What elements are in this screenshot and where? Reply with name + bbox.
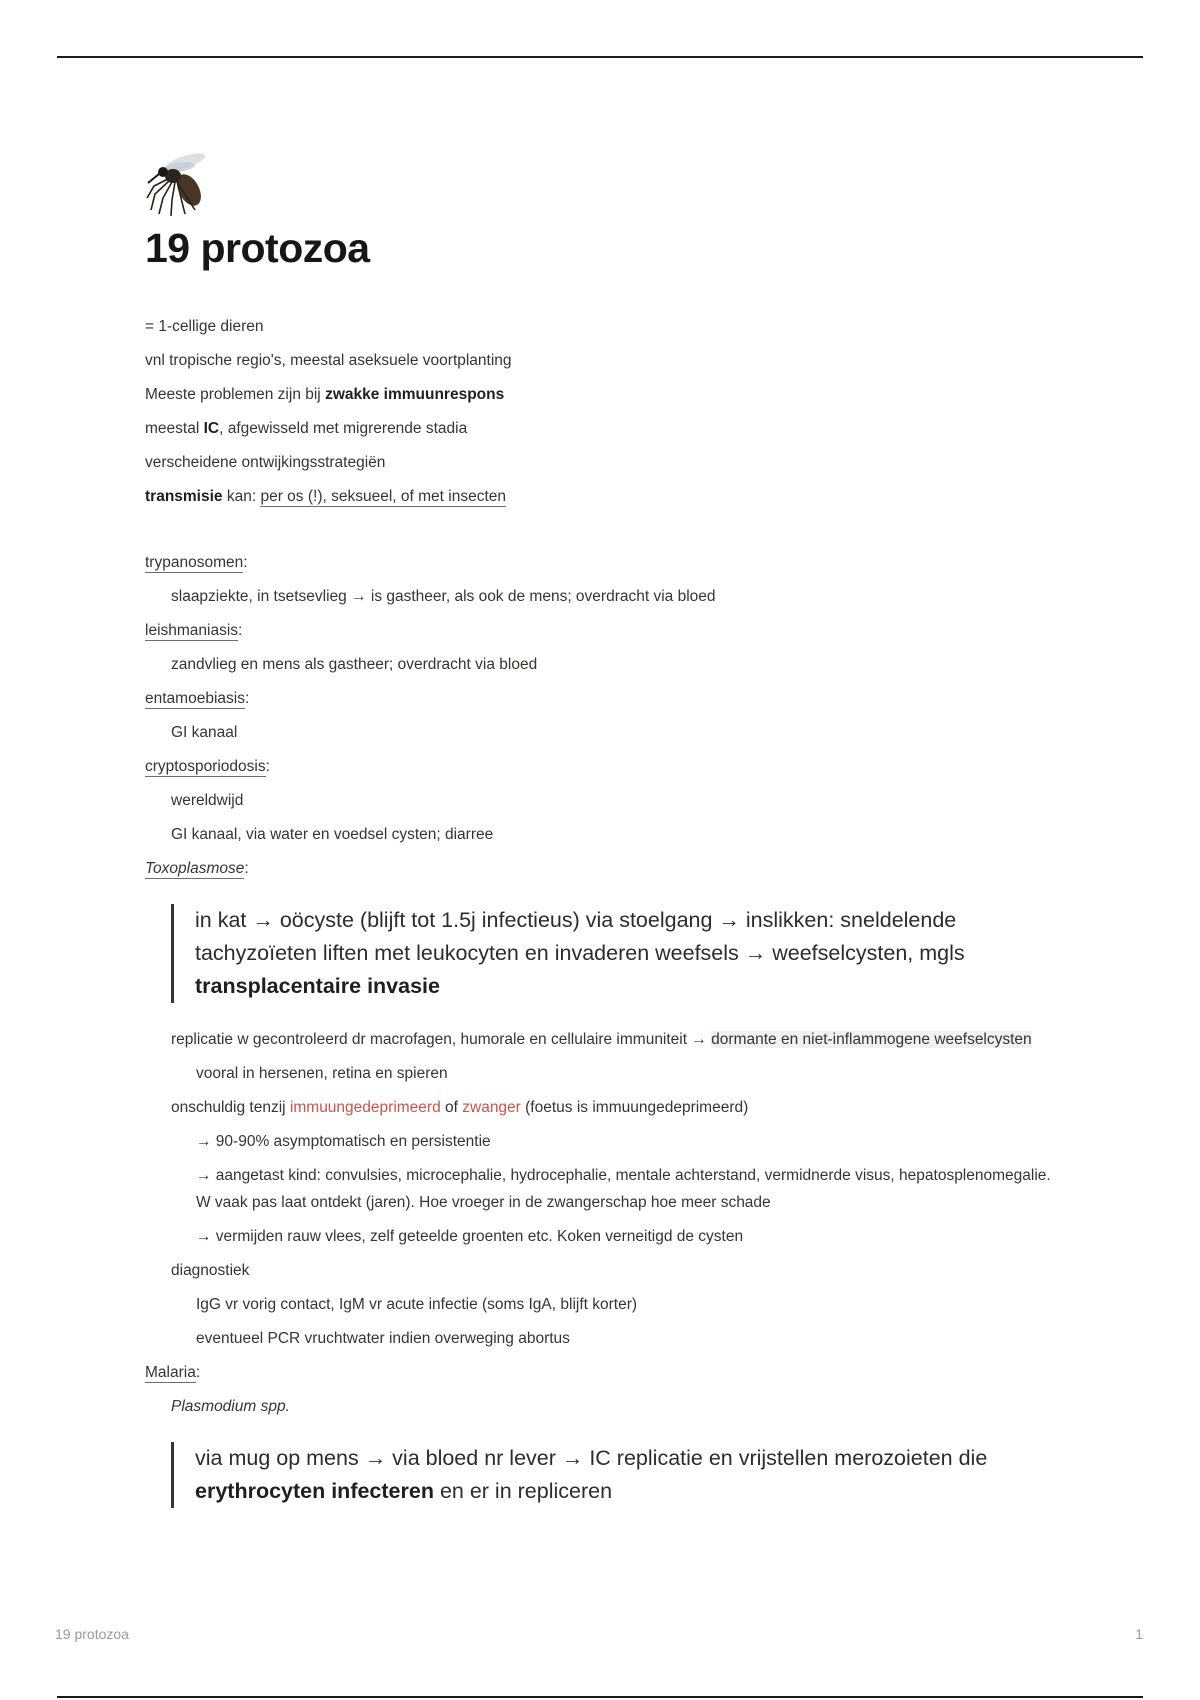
leishmaniasis-text: zandvlieg en mens als gastheer; overdracht via bloed [171, 656, 538, 673]
toxo-locations: vooral in hersenen, retina en spieren [196, 1065, 448, 1082]
toxo-sub-item: → 90-90% asymptomatisch en persistentie [196, 1133, 491, 1150]
transmission-routes: per os (!), seksueel, of met insecten [260, 488, 506, 505]
highlight-text: dormante en niet-inflammogene weefselcysten [711, 1031, 1032, 1048]
heading-trypanosomen: trypanosomen: [145, 554, 248, 571]
malaria-quote: via mug op mens → via bloed nr lever → IC replicatie en vrijstellen merozoieten die erythrocyten infecteren en er in repliceren [171, 1442, 1065, 1508]
heading-entamoebiasis: entamoebiasis: [145, 690, 250, 707]
toxoplasmose-quote: in kat → oöcyste (blijft tot 1.5j infectieus) via stoelgang → inslikken: sneldelende tachyzoïeten liften met leukocyten en invaderen weefsels → weefselcysten, mgls transplacentaire invasie [171, 904, 1065, 1003]
toxo-harmless: onschuldig tenzij immuungedeprimeerd of zwanger (foetus is immuungedeprimeerd) [171, 1099, 749, 1116]
intro-line: = 1-cellige dieren [145, 318, 264, 335]
toxo-sub-item: → aangetast kind: convulsies, microcephalie, hydrocephalie, mentale achterstand, vermidnerde visus, hepatosplenomegalie. W vaak pas laat ontdekt (jaren). Hoe vroeger in de zwangerschap hoe meer schade [196, 1167, 1051, 1211]
immune-line: Meeste problemen zijn bij zwakke immuunrespons [145, 386, 505, 403]
top-rule [57, 56, 1143, 58]
trypanosomen-text: slaapziekte, in tsetsevlieg → is gastheer, als ook de mens; overdracht via bloed [171, 588, 716, 605]
footer-page-number: 1 [1135, 1626, 1143, 1642]
footer-doc-title: 19 protozoa [55, 1626, 129, 1642]
mosquito-icon [145, 150, 209, 218]
entamoebiasis-text: GI kanaal [171, 724, 238, 741]
intro-line: vnl tropische regio's, meestal aseksuele voortplanting [145, 352, 512, 369]
cryptosporidiosis-text: wereldwijd [171, 792, 244, 809]
bottom-rule [57, 1696, 1143, 1698]
malaria-species: Plasmodium spp. [171, 1398, 290, 1415]
heading-cryptosporidiosis: cryptosporiodosis: [145, 758, 270, 775]
diagnostics-item: eventueel PCR vruchtwater indien overweging abortus [196, 1330, 570, 1347]
heading-malaria: Malaria: [145, 1364, 201, 1381]
cryptosporidiosis-text: GI kanaal, via water en voedsel cysten; diarree [171, 826, 494, 843]
page-content [145, 150, 1065, 1528]
heading-toxoplasmose: Toxoplasmose: [145, 860, 249, 877]
toxo-sub-item: → vermijden rauw vlees, zelf geteelde groenten etc. Koken verneitigd de cysten [196, 1228, 744, 1245]
page-title: 19 protozoa [145, 225, 370, 271]
intro-section [145, 310, 1065, 514]
transmission-line: transmisie kan: per os (!), seksueel, of met insecten [145, 488, 506, 505]
heading-leishmaniasis: leishmaniasis: [145, 622, 243, 639]
toxo-replication: replicatie w gecontroleerd dr macrofagen, humorale en cellulaire immuniteit → dormante en niet-inflammogene weefselcysten [171, 1031, 1032, 1048]
ic-line: meestal IC, afgewisseld met migrerende stadia [145, 420, 468, 437]
diagnostics-label: diagnostiek [171, 1262, 250, 1279]
diagnostics-item: IgG vr vorig contact, IgM vr acute infectie (soms IgA, blijft korter) [196, 1296, 638, 1313]
strategies-line: verscheidene ontwijkingsstrategiën [145, 454, 386, 471]
